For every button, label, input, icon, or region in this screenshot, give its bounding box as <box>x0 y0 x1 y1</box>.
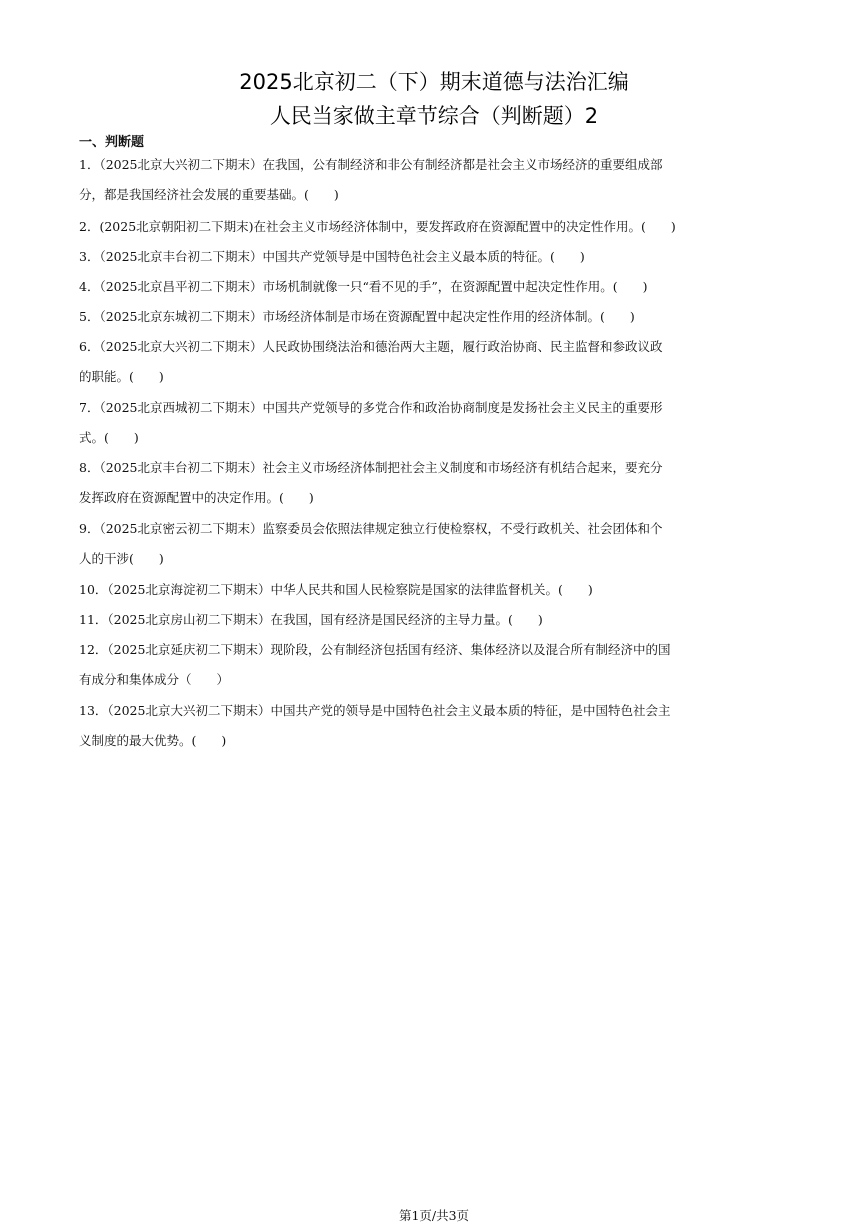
question-line: 有成分和集体成分（ ） <box>79 672 230 687</box>
question-line: 5．（2025北京东城初二下期末）市场经济体制是市场在资源配置中起决定性作用的经济体制。( ) <box>79 309 635 324</box>
question-item <box>79 696 791 756</box>
question-line: 3．（2025北京丰台初二下期末）中国共产党领导是中国特色社会主义最本质的特征。( ) <box>79 249 585 264</box>
question-line: 分，都是我国经济社会发展的重要基础。( ) <box>79 187 339 202</box>
question-line: 人的干涉( ) <box>79 551 164 566</box>
question-line: 11．（2025北京房山初二下期末）在我国，国有经济是国民经济的主导力量。( ) <box>79 612 543 627</box>
question-item <box>79 272 791 302</box>
question-line: 8．（2025北京丰台初二下期末）社会主义市场经济体制把社会主义制度和市场经济有机结合起来，要充分 <box>79 460 663 475</box>
question-item <box>79 302 791 332</box>
document-title-line-2: 人民当家做主章节综合（判断题）2 <box>269 104 599 128</box>
question-item <box>79 514 791 574</box>
question-item <box>79 635 791 695</box>
question-line: 4．（2025北京昌平初二下期末）市场机制就像一只“看不见的手”，在资源配置中起决定性作用。( ) <box>79 279 648 294</box>
question-item <box>79 453 791 513</box>
page-footer: 第1页/共3页 <box>398 1208 470 1223</box>
question-item <box>79 242 791 272</box>
question-item <box>79 150 791 210</box>
question-line: 13．（2025北京大兴初二下期末）中国共产党的领导是中国特色社会主义最本质的特征，是中国特色社会主 <box>79 703 671 718</box>
question-item <box>79 332 791 392</box>
question-line: 9．（2025北京密云初二下期末）监察委员会依照法律规定独立行使检察权，不受行政机关、社会团体和个 <box>79 521 663 536</box>
question-item <box>79 575 791 605</box>
question-line: 7．（2025北京西城初二下期末）中国共产党领导的多党合作和政治协商制度是发扬社会主义民主的重要形 <box>79 400 663 415</box>
question-line: 发挥政府在资源配置中的决定作用。( ) <box>79 490 314 505</box>
question-line: 12．（2025北京延庆初二下期末）现阶段，公有制经济包括国有经济、集体经济以及混合所有制经济中的国 <box>79 642 671 657</box>
question-line: 1．（2025北京大兴初二下期末）在我国，公有制经济和非公有制经济都是社会主义市场经济的重要组成部 <box>79 157 663 172</box>
section-heading: 一、判断题 <box>79 135 145 150</box>
question-item <box>79 212 791 242</box>
document-title-line-1: 2025北京初二（下）期末道德与法治汇编 <box>239 70 629 94</box>
question-line: 10．（2025北京海淀初二下期末）中华人民共和国人民检察院是国家的法律监督机关。( ) <box>79 582 593 597</box>
question-line: 式。( ) <box>79 430 139 445</box>
question-item <box>79 393 791 453</box>
question-line: 的职能。( ) <box>79 369 164 384</box>
question-line: 6．（2025北京大兴初二下期末）人民政协围绕法治和德治两大主题，履行政治协商、民主监督和参政议政 <box>79 339 663 354</box>
question-item <box>79 605 791 635</box>
question-line: 义制度的最大优势。( ) <box>79 733 227 748</box>
question-line: 2．(2025北京朝阳初二下期末)在社会主义市场经济体制中，要发挥政府在资源配置中的决定性作用。( ) <box>79 219 676 234</box>
